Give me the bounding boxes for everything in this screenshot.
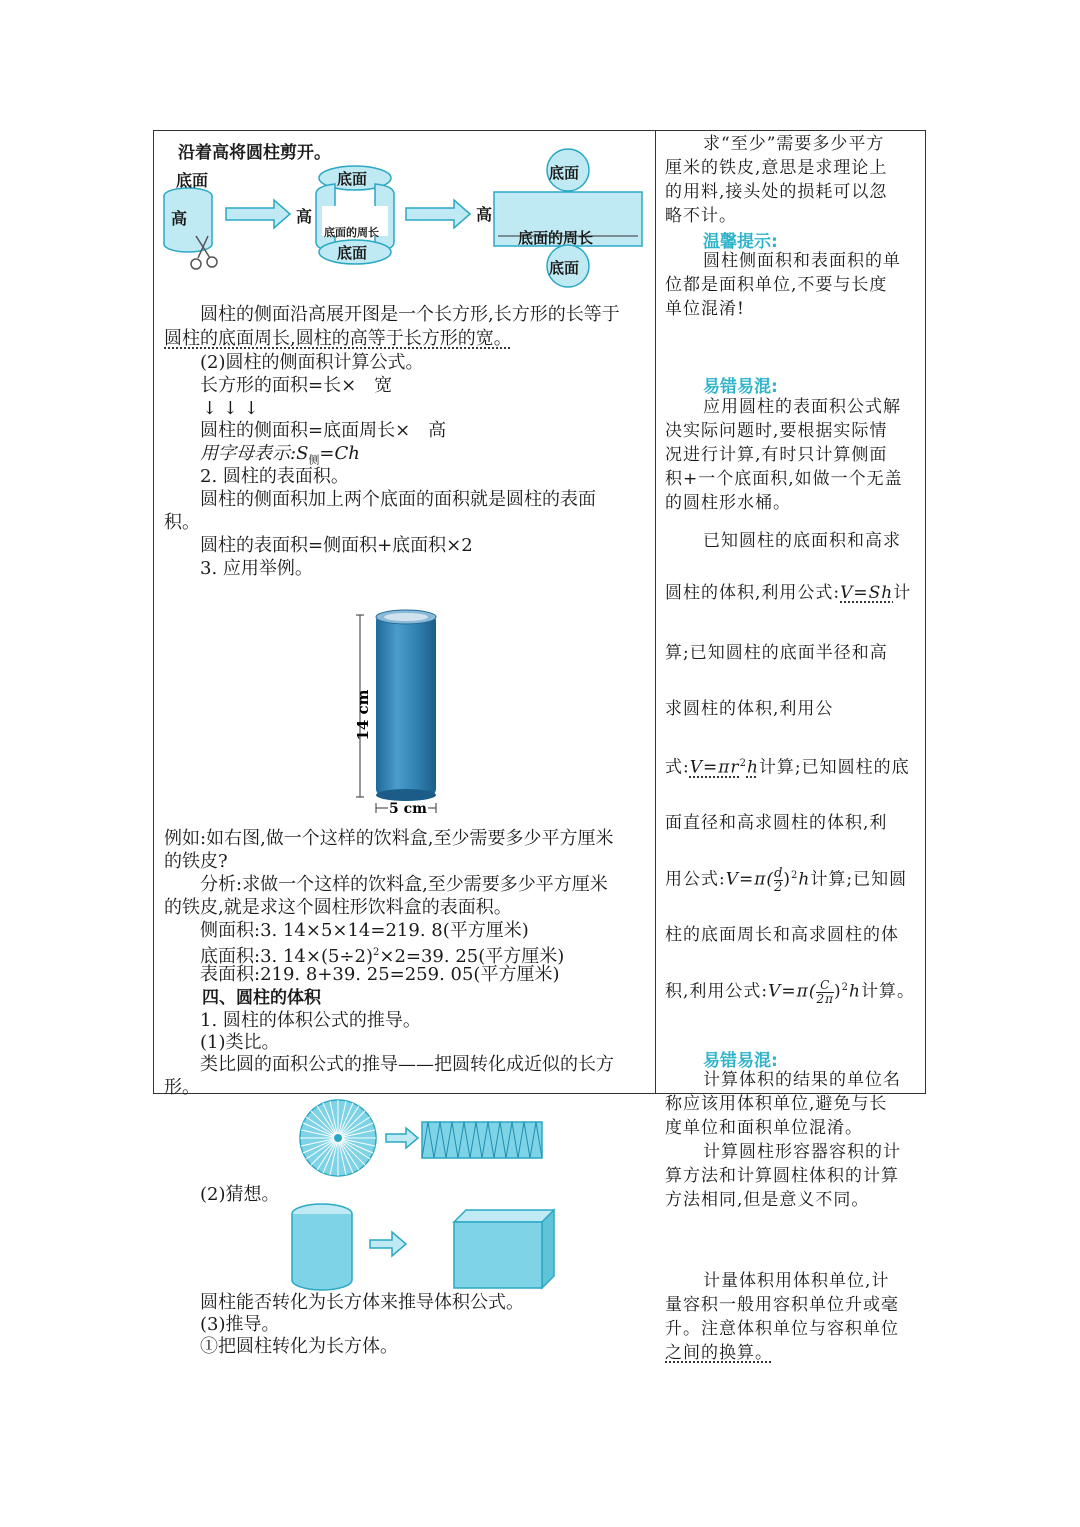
example-line: 表面积:219. 8+39. 25=259. 05(平方厘米) xyxy=(200,964,560,985)
fig-label-net-top: 底面 xyxy=(549,164,580,182)
note-line: 计算圆柱形容器容积的计 xyxy=(703,1142,901,1162)
note-line: 圆柱的体积,利用公式:V=Sh计 xyxy=(665,583,912,603)
note-line: 积+一个底面积,如做一个无盖 xyxy=(665,469,903,489)
note-line: 况进行计算,有时只计算侧面 xyxy=(665,445,888,465)
note-line: 圆柱侧面积和表面积的单 xyxy=(703,251,901,271)
volume-line: (2)猜想。 xyxy=(200,1184,280,1205)
volume-line: (3)推导。 xyxy=(200,1314,280,1335)
fig-label-base: 底面 xyxy=(176,171,209,190)
note-line: 之间的换算。 xyxy=(665,1343,773,1363)
circle-to-rectangle-figure xyxy=(298,1098,548,1178)
note-line: 求“至少”需要多少平方 xyxy=(703,134,885,154)
fig-label-bottom-base: 底面 xyxy=(337,244,368,262)
note-line: 单位混淆! xyxy=(665,299,745,319)
text-line: 积。 xyxy=(164,512,200,533)
note-line: 厘米的铁皮,意思是求理论上 xyxy=(665,158,888,178)
note-line: 用公式:V=π( $\frac{d}{2}$ )$^2$h计算;已知圆 xyxy=(665,865,908,895)
volume-line: ①把圆柱转化为长方体。 xyxy=(200,1336,398,1357)
column-divider xyxy=(655,130,656,1094)
can-height-label: 14 cm xyxy=(354,689,372,741)
volume-line: 1. 圆柱的体积公式的推导。 xyxy=(200,1010,421,1031)
fig-label-height: 高 xyxy=(171,209,188,228)
tip-heading: 易错易混: xyxy=(703,377,778,397)
can-width-label: 5 cm xyxy=(389,801,427,817)
example-line: 例如:如右图,做一个这样的饮料盒,至少需要多少平方厘米 xyxy=(164,828,614,849)
note-line: 算;已知圆柱的底面半径和高 xyxy=(665,643,888,663)
example-line: 分析:求做一个这样的饮料盒,至少需要多少平方厘米 xyxy=(200,874,608,895)
text-line: 圆柱的侧面积加上两个底面的面积就是圆柱的表面 xyxy=(200,489,596,510)
intro-text: 沿着高将圆柱剪开。 xyxy=(178,143,331,163)
note-line: 面直径和高求圆柱的体积,利 xyxy=(665,813,888,833)
note-line: 称应该用体积单位,避免与长 xyxy=(665,1094,888,1114)
note-line: 度单位和面积单位混淆。 xyxy=(665,1118,863,1138)
text-line: 3. 应用举例。 xyxy=(200,558,313,579)
example-line: 的铁皮,就是求这个圆柱形饮料盒的表面积。 xyxy=(164,897,512,918)
text-line: 圆柱的底面周长,圆柱的高等于长方形的宽。 xyxy=(164,328,512,349)
text-line: 圆柱的表面积=侧面积+底面积×2 xyxy=(200,535,473,556)
fig-label-top-base: 底面 xyxy=(337,170,368,188)
note-line: 式$:V=\pi r^2h$计算;已知圆柱的底 xyxy=(665,757,910,778)
volume-line: 形。 xyxy=(164,1077,200,1098)
text-line: 长方形的面积=长× 宽 xyxy=(200,375,393,396)
fig-label-perimeter-small: 底面的周长 xyxy=(324,226,379,239)
text-line: (2)圆柱的侧面积计算公式。 xyxy=(200,352,424,373)
example-line: 的铁皮? xyxy=(164,851,228,872)
note-line: 的用料,接头处的损耗可以忽 xyxy=(665,182,888,202)
volume-line: 类比圆的面积公式的推导——把圆转化成近似的长方 xyxy=(200,1054,614,1075)
note-line: 已知圆柱的底面积和高求 xyxy=(703,531,901,551)
drink-can-figure xyxy=(350,605,460,820)
note-line: 应用圆柱的表面积公式解 xyxy=(703,397,901,417)
text-line: 2. 圆柱的表面积。 xyxy=(200,466,349,487)
note-line: 位都是面积单位,不要与长度 xyxy=(665,275,888,295)
tip-heading: 温馨提示: xyxy=(703,232,778,252)
volume-line: 圆柱能否转化为长方体来推导体积公式。 xyxy=(200,1292,524,1313)
fig-label-height-3: 高 xyxy=(476,205,493,224)
note-line: 决实际问题时,要根据实际情 xyxy=(665,421,888,441)
fig-label-height-2: 高 xyxy=(296,207,313,226)
note-line: 略不计。 xyxy=(665,206,737,226)
example-line: 侧面积:3. 14×5×14=219. 8(平方厘米) xyxy=(200,920,529,941)
note-line: 算方法和计算圆柱体积的计算 xyxy=(665,1166,899,1186)
note-line: 柱的底面周长和高求圆柱的体 xyxy=(665,925,899,945)
volume-line: (1)类比。 xyxy=(200,1032,280,1053)
cylinder-to-cuboid-figure xyxy=(288,1200,558,1292)
example-line: 底面积:3. $14\times(5\div 2)^2\times 2=39$. 25(平方厘米) xyxy=(200,946,565,967)
note-line: 计量体积用体积单位,计 xyxy=(703,1271,890,1291)
arrows-line: ↓ ↓ ↓ xyxy=(202,398,259,419)
note-line: 求圆柱的体积,利用公 xyxy=(665,699,834,719)
text-line: 圆柱的侧面沿高展开图是一个长方形,长方形的长等于 xyxy=(200,304,620,325)
text-line: 圆柱的侧面积=底面周长× 高 xyxy=(200,420,447,441)
fig-label-net-perimeter: 底面的周长 xyxy=(518,229,594,247)
note-line: 计算体积的结果的单位名 xyxy=(703,1070,901,1090)
note-line: 升。注意体积单位与容积单位 xyxy=(665,1319,899,1339)
note-line: 方法相同,但是意义不同。 xyxy=(665,1190,870,1210)
fig-label-net-bottom: 底面 xyxy=(549,259,580,277)
note-line: 量容积一般用容积单位升或毫 xyxy=(665,1295,899,1315)
section-heading: 四、圆柱的体积 xyxy=(202,988,321,1008)
formula-line: 用字母表示$:S_侧=Ch$ xyxy=(200,443,360,467)
note-line: 积,利用公式:V=π( $\frac{C}{2\pi}$ )$^2$h计算。 xyxy=(665,977,915,1006)
note-line: 的圆柱形水桶。 xyxy=(665,493,791,513)
tip-heading: 易错易混: xyxy=(703,1051,778,1071)
